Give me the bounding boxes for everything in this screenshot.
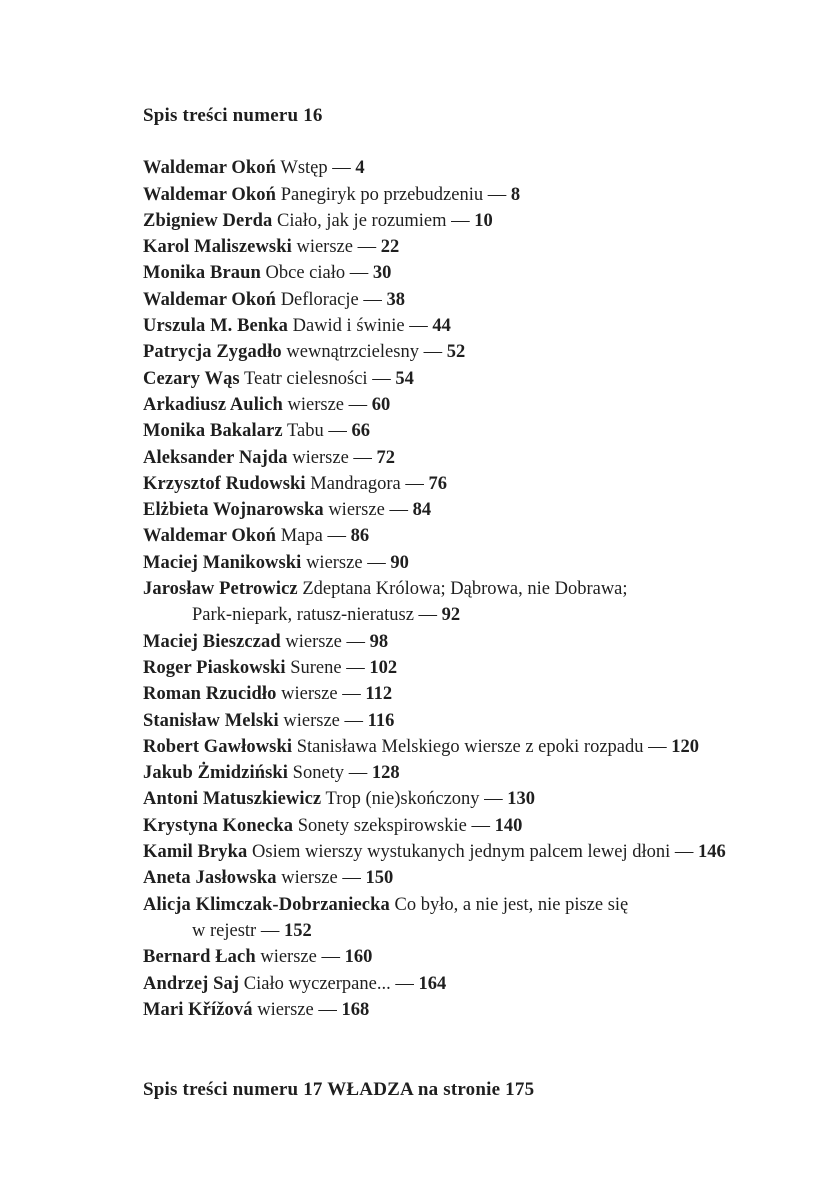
entry-title: Panegiryk po przebudzeniu xyxy=(280,184,484,205)
toc-entry xyxy=(143,629,783,655)
entry-page: 168 xyxy=(341,999,370,1020)
entry-separator: — xyxy=(256,920,284,941)
entry-separator: — xyxy=(337,868,366,889)
entry-author: Maciej Manikowski xyxy=(143,552,302,573)
toc-entry xyxy=(143,550,783,576)
entry-title: Ciało wyczerpane... xyxy=(243,973,391,994)
entry-separator: — xyxy=(367,368,396,389)
toc-entry xyxy=(143,997,783,1023)
entry-page: 146 xyxy=(697,842,726,863)
entry-page: 44 xyxy=(432,316,451,337)
toc-entry xyxy=(143,366,783,392)
toc-entry xyxy=(143,813,783,839)
entry-title: Wstęp xyxy=(280,158,328,179)
toc-entry xyxy=(143,786,783,812)
entry-separator: — xyxy=(341,631,370,652)
toc-entry xyxy=(143,734,783,760)
entry-separator: — xyxy=(418,342,447,363)
entry-separator: — xyxy=(345,263,373,284)
toc-entry xyxy=(143,576,783,629)
entry-author: Kamil Bryka xyxy=(143,842,248,863)
entry-title: Mandragora xyxy=(310,473,401,494)
toc-list xyxy=(143,155,783,1023)
toc-entry xyxy=(143,839,783,865)
entry-separator: — xyxy=(344,394,372,415)
entry-title: Trop (nie)skończony xyxy=(325,789,480,810)
entry-title: wiersze xyxy=(257,999,314,1020)
entry-author: Monika Bakalarz xyxy=(143,421,283,442)
entry-title: Ciało, jak je rozumiem xyxy=(277,210,447,231)
entry-title: wiersze xyxy=(260,947,317,968)
entry-separator: — xyxy=(339,710,368,731)
toc-entry xyxy=(143,944,783,970)
entry-page: 10 xyxy=(474,210,493,231)
entry-page: 160 xyxy=(344,947,373,968)
entry-separator: — xyxy=(352,237,381,258)
toc-entry xyxy=(143,971,783,997)
toc-footer-heading: Spis treści numeru 17 WŁADZA na stronie 175 xyxy=(143,1079,535,1101)
entry-title: Zdeptana Królowa; Dąbrowa, nie Dobrawa; xyxy=(302,579,628,600)
entry-page: 92 xyxy=(441,605,461,626)
entry-author: Antoni Matuszkiewicz xyxy=(143,789,322,810)
entry-separator: — xyxy=(322,526,351,547)
entry-author: Mari Křížová xyxy=(143,999,253,1020)
entry-title: wiersze xyxy=(296,237,353,258)
entry-author: Waldemar Okoń xyxy=(143,289,277,310)
entry-separator: — xyxy=(643,736,672,757)
entry-author: Jarosław Petrowicz xyxy=(143,579,298,600)
entry-separator: — xyxy=(316,947,345,968)
entry-title: Dawid i świnie xyxy=(292,316,405,337)
entry-title: wiersze xyxy=(283,710,340,731)
entry-title-line2: w rejestr xyxy=(192,920,257,941)
entry-page: 152 xyxy=(283,920,312,941)
entry-separator: — xyxy=(483,184,511,205)
entry-author: Monika Braun xyxy=(143,263,261,284)
entry-page: 66 xyxy=(351,421,371,442)
entry-separator: — xyxy=(404,316,433,337)
entry-separator: — xyxy=(400,473,429,494)
entry-page: 116 xyxy=(367,710,395,731)
entry-separator: — xyxy=(348,447,377,468)
entry-separator: — xyxy=(323,421,352,442)
entry-title: Teatr cielesności xyxy=(244,368,368,389)
entry-author: Krystyna Konecka xyxy=(143,815,294,836)
entry-title: wiersze xyxy=(285,631,342,652)
toc-entry xyxy=(143,287,783,313)
entry-page: 112 xyxy=(365,684,393,705)
toc-heading: Spis treści numeru 16 xyxy=(143,105,323,126)
entry-author: Alicja Klimczak-Dobrzaniecka xyxy=(143,894,390,915)
entry-separator: — xyxy=(362,552,391,573)
entry-separator: — xyxy=(341,657,370,678)
entry-title: Surene xyxy=(290,657,342,678)
entry-page: 86 xyxy=(350,526,370,547)
entry-title: Obce ciało xyxy=(265,263,346,284)
entry-author: Elżbieta Wojnarowska xyxy=(143,500,324,521)
entry-page: 72 xyxy=(376,447,396,468)
entry-author: Jakub Żmidziński xyxy=(143,763,289,784)
entry-author: Bernard Łach xyxy=(143,947,256,968)
toc-entry xyxy=(143,182,783,208)
entry-author: Krzysztof Rudowski xyxy=(143,473,306,494)
toc-entry xyxy=(143,681,783,707)
toc-entry xyxy=(143,234,783,260)
entry-author: Roman Rzucidło xyxy=(143,684,277,705)
entry-title: Stanisława Melskiego wiersze z epoki rozpadu xyxy=(296,736,644,757)
entry-title: Mapa xyxy=(280,526,323,547)
toc-entry xyxy=(143,339,783,365)
entry-separator: — xyxy=(413,605,442,626)
entry-author: Cezary Wąs xyxy=(143,368,240,389)
entry-separator: — xyxy=(313,999,342,1020)
entry-title: Co było, a nie jest, nie pisze się xyxy=(394,894,629,915)
toc-entry xyxy=(143,497,783,523)
toc-entry xyxy=(143,892,783,945)
entry-page: 4 xyxy=(355,158,365,179)
entry-author: Patrycja Zygadło xyxy=(143,342,282,363)
entry-author: Arkadiusz Aulich xyxy=(143,394,283,415)
toc-entry xyxy=(143,392,783,418)
entry-title: wiersze xyxy=(281,684,338,705)
entry-page: 120 xyxy=(671,736,699,757)
entry-page: 164 xyxy=(418,973,447,994)
entry-page: 52 xyxy=(446,342,466,363)
toc-entry xyxy=(143,260,783,286)
entry-title: wiersze xyxy=(292,447,349,468)
entry-page: 102 xyxy=(369,657,398,678)
entry-page: 8 xyxy=(510,184,521,205)
entry-title: Sonety xyxy=(292,763,345,784)
entry-author: Waldemar Okoń xyxy=(143,526,277,547)
entry-separator: — xyxy=(327,158,356,179)
toc-entry xyxy=(143,418,783,444)
entry-author: Waldemar Okoń xyxy=(143,184,277,205)
entry-separator: — xyxy=(466,815,495,836)
entry-author: Robert Gawłowski xyxy=(143,736,293,757)
entry-author: Maciej Bieszczad xyxy=(143,631,281,652)
entry-title: Tabu xyxy=(287,421,324,442)
toc-entry xyxy=(143,445,783,471)
entry-author: Aneta Jasłowska xyxy=(143,868,277,889)
entry-page: 98 xyxy=(369,631,389,652)
entry-separator: — xyxy=(670,842,698,863)
entry-title: wiersze xyxy=(281,868,338,889)
toc-entry xyxy=(143,865,783,891)
toc-entry xyxy=(143,155,783,181)
entry-page: 140 xyxy=(494,815,523,836)
entry-separator: — xyxy=(344,763,372,784)
entry-separator: — xyxy=(337,684,366,705)
toc-entry xyxy=(143,471,783,497)
entry-page: 60 xyxy=(371,394,391,415)
entry-page: 54 xyxy=(395,368,414,389)
entry-page: 22 xyxy=(380,237,400,258)
toc-entry xyxy=(143,523,783,549)
entry-title: wiersze xyxy=(287,394,344,415)
entry-separator: — xyxy=(358,289,387,310)
entry-title: wiersze xyxy=(306,552,363,573)
toc-entry xyxy=(143,208,783,234)
entry-page: 130 xyxy=(507,789,536,810)
entry-page: 84 xyxy=(412,500,432,521)
toc-entry xyxy=(143,708,783,734)
entry-page: 30 xyxy=(372,263,392,284)
entry-page: 90 xyxy=(390,552,409,573)
entry-author: Andrzej Saj xyxy=(143,973,240,994)
entry-author: Waldemar Okoń xyxy=(143,158,277,179)
entry-author: Stanisław Melski xyxy=(143,710,279,731)
entry-page: 76 xyxy=(428,473,447,494)
entry-author: Karol Maliszewski xyxy=(143,237,292,258)
entry-title-line2: Park-niepark, ratusz-nieratusz xyxy=(192,605,414,626)
entry-title: wewnątrzcielesny xyxy=(286,342,419,363)
entry-page: 38 xyxy=(386,289,405,310)
entry-title: Sonety szekspirowskie xyxy=(297,815,467,836)
entry-separator: — xyxy=(390,973,419,994)
entry-author: Zbigniew Derda xyxy=(143,210,273,231)
entry-separator: — xyxy=(479,789,508,810)
toc-entry xyxy=(143,655,783,681)
entry-separator: — xyxy=(446,210,475,231)
entry-title: Defloracje xyxy=(280,289,359,310)
entry-title: Osiem wierszy wystukanych jednym palcem lewej dłoni xyxy=(252,842,671,863)
entry-author: Aleksander Najda xyxy=(143,447,288,468)
entry-page: 128 xyxy=(371,763,400,784)
entry-author: Roger Piaskowski xyxy=(143,657,286,678)
entry-page: 150 xyxy=(365,868,394,889)
entry-author: Urszula M. Benka xyxy=(143,316,288,337)
entry-separator: — xyxy=(384,500,413,521)
toc-entry xyxy=(143,760,783,786)
toc-entry xyxy=(143,313,783,339)
entry-title: wiersze xyxy=(328,500,385,521)
